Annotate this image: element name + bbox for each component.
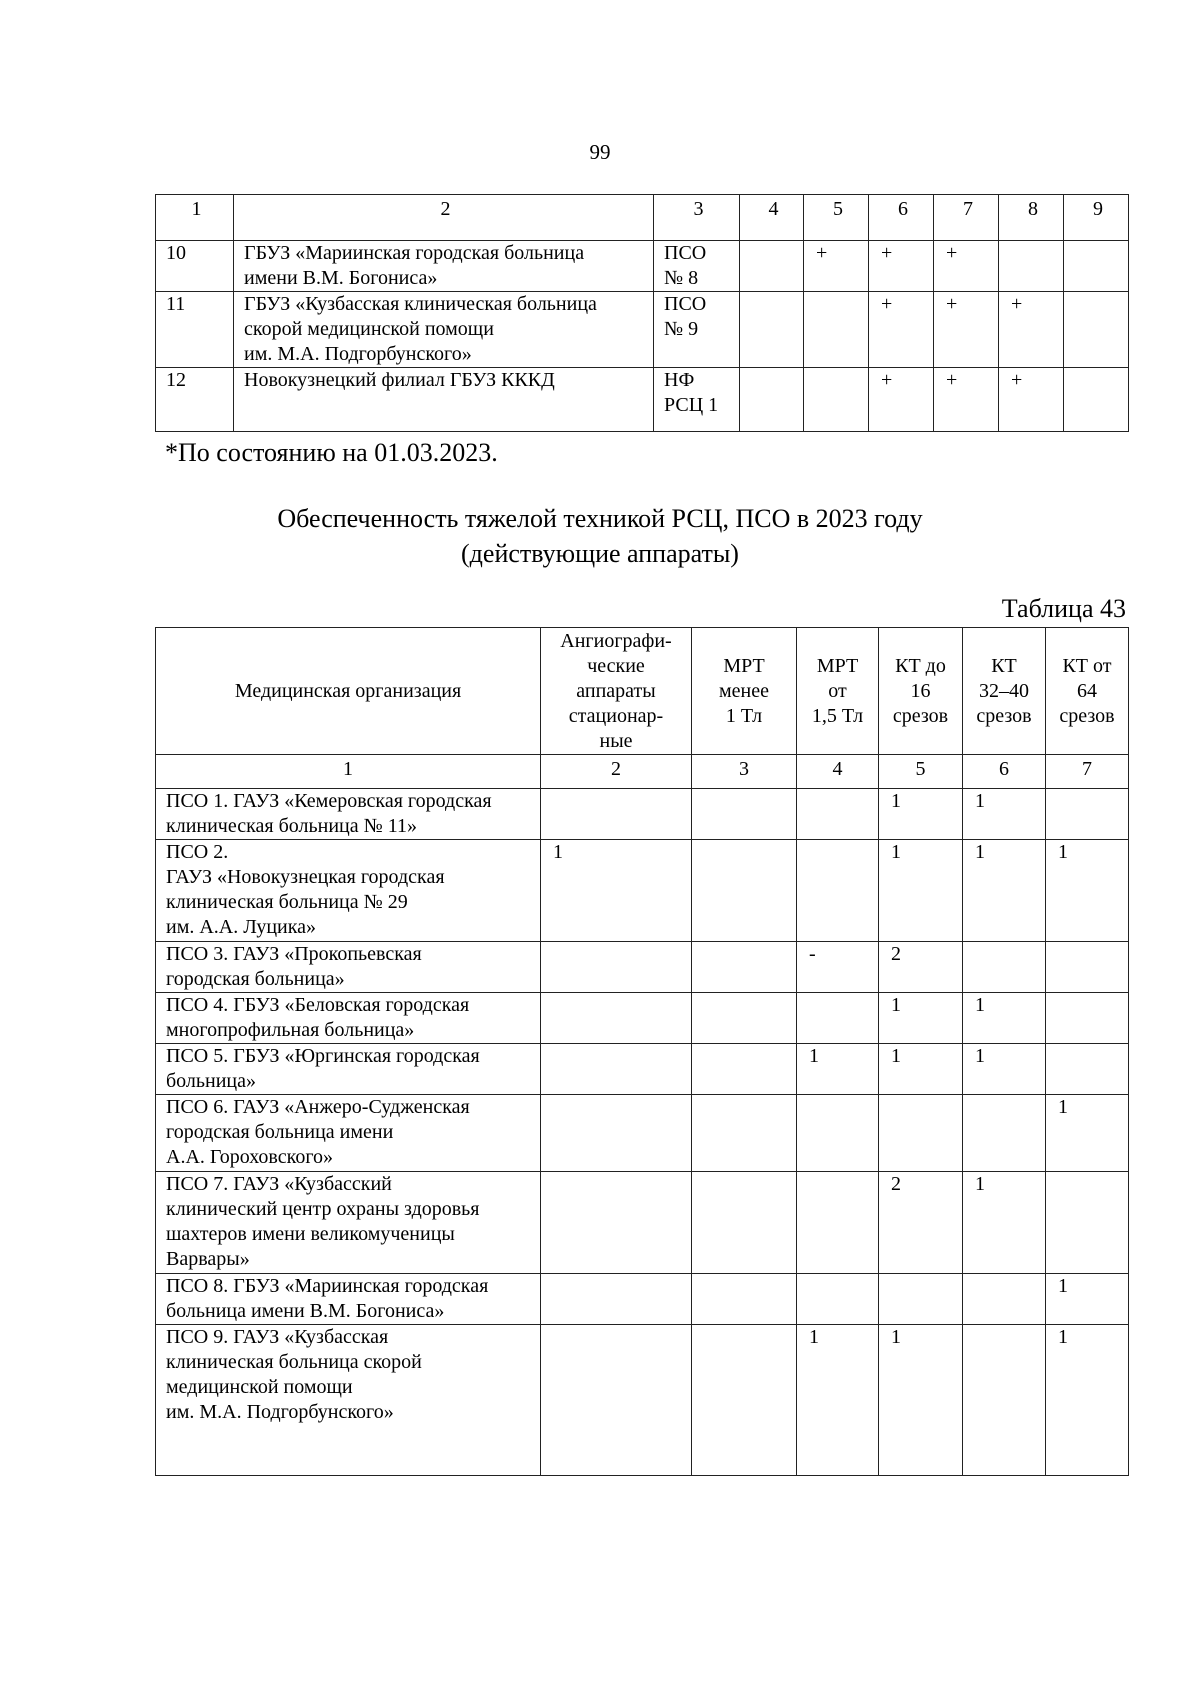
column-header: МРТ от 1,5 Тл xyxy=(797,628,879,755)
row-number: 12 xyxy=(156,368,234,432)
column-number: 5 xyxy=(879,755,963,789)
organization-name: ПСО 4. ГБУЗ «Беловская городская многопрофильная больница» xyxy=(156,993,541,1044)
equipment-count: 2 xyxy=(879,942,963,993)
equipment-count xyxy=(1046,1044,1129,1095)
column-header: Медицинская организация xyxy=(156,628,541,755)
mark-cell xyxy=(1064,368,1129,432)
column-number: 6 xyxy=(869,195,934,241)
equipment-count xyxy=(1046,993,1129,1044)
organization-name: ПСО 7. ГАУЗ «Кузбасский клинический центр охраны здоровья шахтеров имени великомученицы Варвары» xyxy=(156,1172,541,1274)
column-number: 4 xyxy=(797,755,879,789)
unit-type: НФ РСЦ 1 xyxy=(654,368,740,432)
equipment-count xyxy=(963,1325,1046,1476)
mark-cell: + xyxy=(934,368,999,432)
organization-name: Новокузнецкий филиал ГБУЗ КККД xyxy=(234,368,654,432)
column-number: 3 xyxy=(692,755,797,789)
table-row xyxy=(156,241,1129,292)
footnote: *По состоянию на 01.03.2023. xyxy=(165,438,498,467)
equipment-count: 1 xyxy=(1046,1325,1129,1476)
section-title: Обеспеченность тяжелой техникой РСЦ, ПСО в 2023 году xyxy=(277,504,923,533)
equipment-count: 1 xyxy=(541,840,692,942)
equipment-count: 1 xyxy=(879,840,963,942)
mark-cell xyxy=(740,292,804,368)
organization-name: ПСО 8. ГБУЗ «Мариинская городская больница имени В.М. Богониса» xyxy=(156,1274,541,1325)
column-header: КТ от 64 срезов xyxy=(1046,628,1129,755)
equipment-count xyxy=(797,1095,879,1172)
column-number: 6 xyxy=(963,755,1046,789)
equipment-count xyxy=(797,993,879,1044)
mark-cell: + xyxy=(934,241,999,292)
column-number: 4 xyxy=(740,195,804,241)
organization-name: ГБУЗ «Мариинская городская больница имени В.М. Богониса» xyxy=(234,241,654,292)
equipment-count: 1 xyxy=(797,1044,879,1095)
row-number: 10 xyxy=(156,241,234,292)
column-header: МРТ менее 1 Тл xyxy=(692,628,797,755)
table-label: Таблица 43 xyxy=(1001,594,1126,623)
equipment-count: 2 xyxy=(879,1172,963,1274)
equipment-count xyxy=(541,789,692,840)
column-number: 2 xyxy=(234,195,654,241)
equipment-count xyxy=(541,993,692,1044)
table-row xyxy=(156,1172,1129,1274)
mark-cell xyxy=(804,292,869,368)
equipment-count xyxy=(692,1172,797,1274)
equipment-count xyxy=(692,1274,797,1325)
mark-cell xyxy=(999,241,1064,292)
equipment-count xyxy=(541,1325,692,1476)
section-subtitle: (действующие аппараты) xyxy=(461,539,739,568)
equipment-count xyxy=(541,1095,692,1172)
table-row xyxy=(156,1095,1129,1172)
page-number: 99 xyxy=(589,140,611,164)
equipment-count xyxy=(1046,1172,1129,1274)
column-number: 9 xyxy=(1064,195,1129,241)
equipment-count xyxy=(879,1274,963,1325)
equipment-count xyxy=(1046,942,1129,993)
mark-cell: + xyxy=(934,292,999,368)
column-number: 3 xyxy=(654,195,740,241)
equipment-count xyxy=(541,1274,692,1325)
mark-cell: + xyxy=(869,368,934,432)
table-row xyxy=(156,942,1129,993)
equipment-count xyxy=(963,1274,1046,1325)
table-row xyxy=(156,1274,1129,1325)
unit-type: ПСО № 9 xyxy=(654,292,740,368)
mark-cell xyxy=(1064,292,1129,368)
table-row xyxy=(156,1044,1129,1095)
column-number: 2 xyxy=(541,755,692,789)
organization-name: ПСО 1. ГАУЗ «Кемеровская городская клиническая больница № 11» xyxy=(156,789,541,840)
row-number: 11 xyxy=(156,292,234,368)
equipment-count xyxy=(692,1095,797,1172)
equipment-count xyxy=(541,942,692,993)
equipment-count: 1 xyxy=(963,840,1046,942)
equipment-count: 1 xyxy=(879,789,963,840)
mark-cell: + xyxy=(804,241,869,292)
organization-name: ПСО 2. ГАУЗ «Новокузнецкая городская клиническая больница № 29 им. А.А. Луцика» xyxy=(156,840,541,942)
equipment-count xyxy=(692,942,797,993)
column-header: КТ до 16 срезов xyxy=(879,628,963,755)
equipment-count: 1 xyxy=(963,993,1046,1044)
equipment-count xyxy=(541,1172,692,1274)
equipment-count xyxy=(797,789,879,840)
table-header-row xyxy=(156,628,1129,755)
equipment-count: 1 xyxy=(963,1172,1046,1274)
column-header: Ангиографи- ческие аппараты стационар- ные xyxy=(541,628,692,755)
column-number: 7 xyxy=(934,195,999,241)
equipment-count: 1 xyxy=(1046,840,1129,942)
equipment-count xyxy=(541,1044,692,1095)
mark-cell xyxy=(1064,241,1129,292)
table-header-row xyxy=(156,195,1129,241)
column-number-row xyxy=(156,755,1129,789)
equipment-count xyxy=(879,1095,963,1172)
equipment-count xyxy=(797,1172,879,1274)
equipment-count xyxy=(1046,789,1129,840)
column-number: 8 xyxy=(999,195,1064,241)
organization-name: ПСО 9. ГАУЗ «Кузбасская клиническая больница скорой медицинской помощи им. М.А. Подгорбунского» xyxy=(156,1325,541,1476)
table-row xyxy=(156,368,1129,432)
table-row xyxy=(156,292,1129,368)
mark-cell xyxy=(740,241,804,292)
table-row xyxy=(156,840,1129,942)
equipment-count: 1 xyxy=(879,1044,963,1095)
table-row xyxy=(156,789,1129,840)
mark-cell: + xyxy=(999,292,1064,368)
organization-name: ПСО 5. ГБУЗ «Юргинская городская больница» xyxy=(156,1044,541,1095)
equipment-count: - xyxy=(797,942,879,993)
column-number: 5 xyxy=(804,195,869,241)
table-row xyxy=(156,993,1129,1044)
column-number: 1 xyxy=(156,195,234,241)
equipment-count xyxy=(797,1274,879,1325)
equipment-count: 1 xyxy=(1046,1095,1129,1172)
equipment-count xyxy=(692,993,797,1044)
continuation-table xyxy=(155,194,1129,432)
equipment-count: 1 xyxy=(1046,1274,1129,1325)
equipment-count xyxy=(692,1044,797,1095)
equipment-count xyxy=(692,789,797,840)
equipment-table xyxy=(155,627,1129,1476)
equipment-count xyxy=(692,1325,797,1476)
mark-cell: + xyxy=(869,292,934,368)
organization-name: ПСО 6. ГАУЗ «Анжеро-Судженская городская больница имени А.А. Гороховского» xyxy=(156,1095,541,1172)
mark-cell: + xyxy=(999,368,1064,432)
equipment-count xyxy=(963,1095,1046,1172)
mark-cell: + xyxy=(869,241,934,292)
equipment-count: 1 xyxy=(797,1325,879,1476)
equipment-count: 1 xyxy=(963,789,1046,840)
column-number: 1 xyxy=(156,755,541,789)
table-row xyxy=(156,1325,1129,1476)
equipment-count xyxy=(963,942,1046,993)
mark-cell xyxy=(804,368,869,432)
equipment-count: 1 xyxy=(879,1325,963,1476)
equipment-count xyxy=(797,840,879,942)
equipment-count xyxy=(692,840,797,942)
organization-name: ПСО 3. ГАУЗ «Прокопьевская городская больница» xyxy=(156,942,541,993)
column-number: 7 xyxy=(1046,755,1129,789)
organization-name: ГБУЗ «Кузбасская клиническая больница скорой медицинской помощи им. М.А. Подгорбунского» xyxy=(234,292,654,368)
unit-type: ПСО № 8 xyxy=(654,241,740,292)
column-header: КТ 32–40 срезов xyxy=(963,628,1046,755)
equipment-count: 1 xyxy=(963,1044,1046,1095)
equipment-count: 1 xyxy=(879,993,963,1044)
mark-cell xyxy=(740,368,804,432)
